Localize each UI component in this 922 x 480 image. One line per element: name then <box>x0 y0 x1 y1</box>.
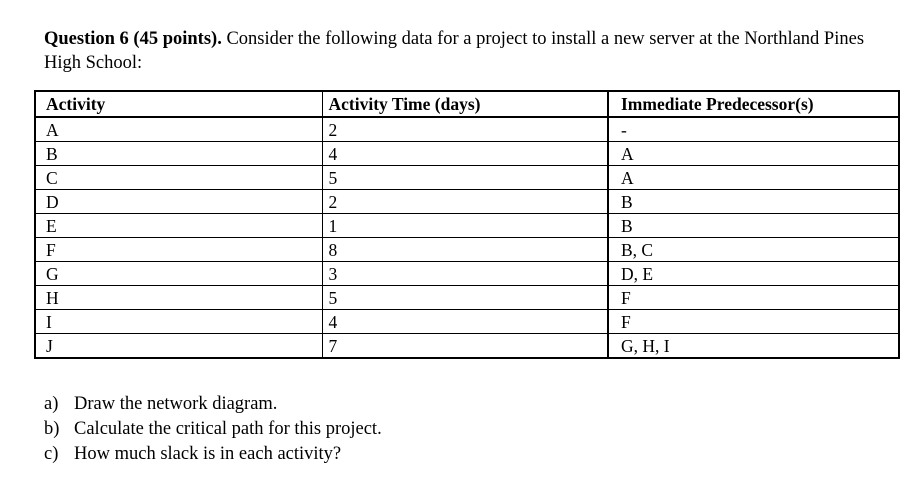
predecessor-cell: - <box>608 117 899 142</box>
task-text: Draw the network diagram. <box>74 394 278 414</box>
list-marker: b) <box>44 419 60 439</box>
table-row <box>35 166 899 190</box>
predecessor-cell: A <box>608 142 899 166</box>
time-cell: 2 <box>322 117 608 142</box>
table-row <box>35 238 899 262</box>
list-item <box>44 442 382 467</box>
time-cell: 5 <box>322 286 608 310</box>
activity-cell: I <box>35 310 322 334</box>
table-row <box>35 286 899 310</box>
predecessor-cell: D, E <box>608 262 899 286</box>
table-row <box>35 190 899 214</box>
time-cell: 7 <box>322 334 608 359</box>
table-row <box>35 310 899 334</box>
activity-cell: J <box>35 334 322 359</box>
header-predecessors: Immediate Predecessor(s) <box>608 91 899 117</box>
task-text: Calculate the critical path for this project. <box>74 419 382 439</box>
header-activity: Activity <box>35 91 322 117</box>
list-item <box>44 392 382 417</box>
predecessor-cell: B <box>608 214 899 238</box>
activity-cell: H <box>35 286 322 310</box>
time-cell: 8 <box>322 238 608 262</box>
list-marker: a) <box>44 394 59 414</box>
header-activity-time: Activity Time (days) <box>322 91 608 117</box>
activity-cell: C <box>35 166 322 190</box>
table-row <box>35 262 899 286</box>
activity-table <box>34 90 900 359</box>
activity-cell: D <box>35 190 322 214</box>
question-text: Consider the following data for a project to install a new server at the Northland Pines High School: <box>44 29 865 73</box>
predecessor-cell: B <box>608 190 899 214</box>
activity-cell: E <box>35 214 322 238</box>
task-list <box>44 392 382 467</box>
predecessor-cell: F <box>608 286 899 310</box>
time-cell: 2 <box>322 190 608 214</box>
predecessor-cell: G, H, I <box>608 334 899 359</box>
time-cell: 5 <box>322 166 608 190</box>
table-row <box>35 117 899 142</box>
list-item <box>44 417 382 442</box>
question-title: Question 6 (45 points). <box>44 29 222 49</box>
activity-cell: F <box>35 238 322 262</box>
table-row <box>35 334 899 359</box>
task-text: How much slack is in each activity? <box>74 444 342 464</box>
table-row <box>35 214 899 238</box>
table-header-row <box>35 91 899 117</box>
table-row <box>35 142 899 166</box>
time-cell: 3 <box>322 262 608 286</box>
activity-cell: B <box>35 142 322 166</box>
predecessor-cell: B, C <box>608 238 899 262</box>
predecessor-cell: F <box>608 310 899 334</box>
list-marker: c) <box>44 444 59 464</box>
activity-cell: G <box>35 262 322 286</box>
predecessor-cell: A <box>608 166 899 190</box>
question-prompt <box>44 27 904 75</box>
activity-cell: A <box>35 117 322 142</box>
time-cell: 1 <box>322 214 608 238</box>
time-cell: 4 <box>322 310 608 334</box>
time-cell: 4 <box>322 142 608 166</box>
